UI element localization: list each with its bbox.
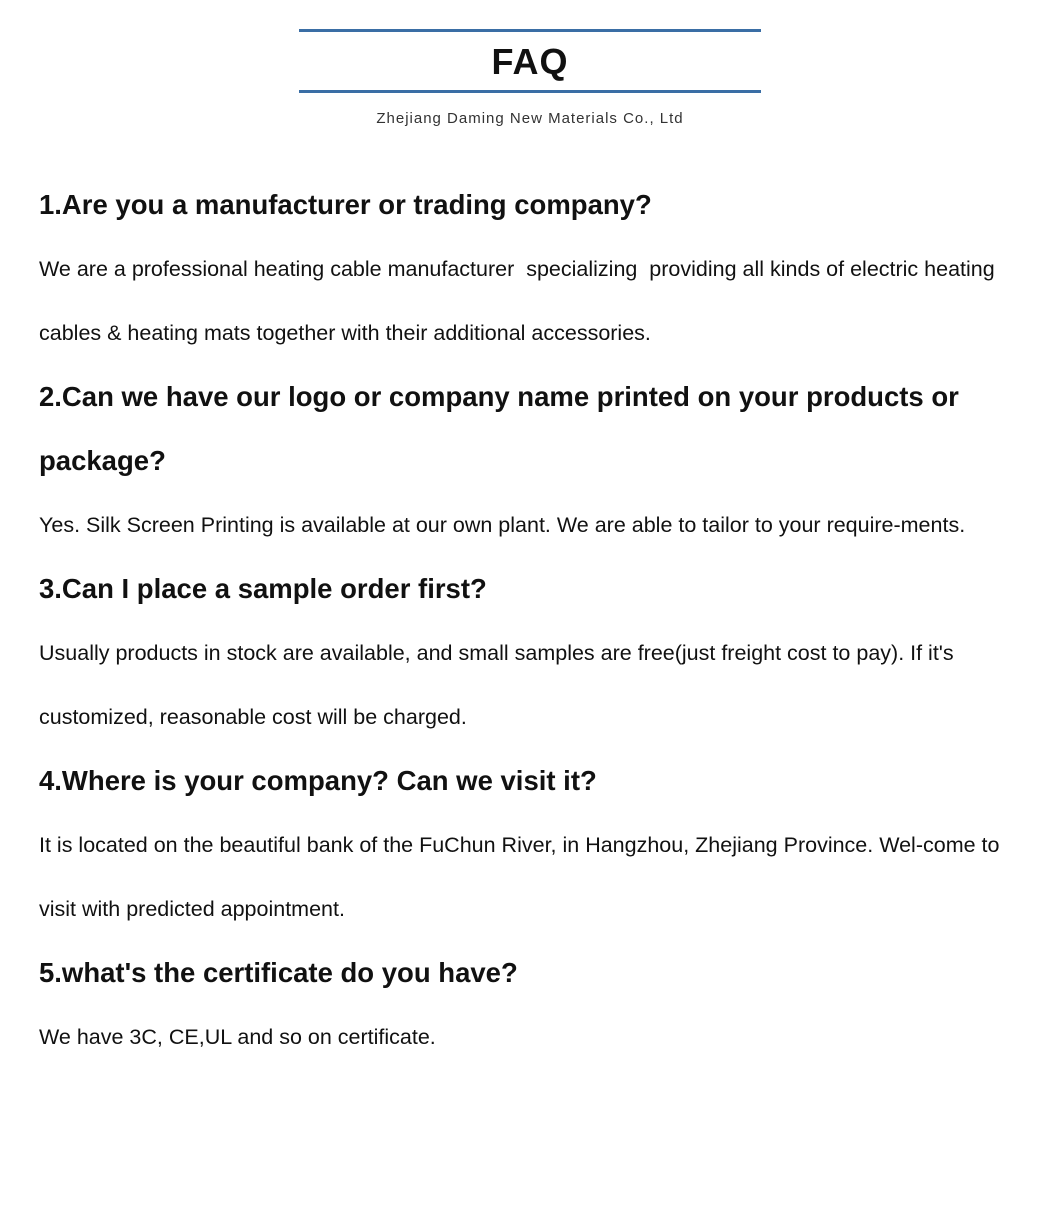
faq-answer: Yes. Silk Screen Printing is available at our own plant. We are able to tailor to your require-ments. <box>39 513 966 537</box>
header-bottom-rule <box>299 90 761 93</box>
header-top-rule <box>299 29 761 32</box>
faq-item <box>39 557 1029 749</box>
faq-answer: It is located on the beautiful bank of the FuChun River, in Hangzhou, Zhejiang Province. Wel-come to visit with predicted appointment. <box>39 833 1006 921</box>
faq-answer: Usually products in stock are available, and small samples are free(just freight cost to pay). If it's customized, reasonable cost will be charged. <box>39 641 960 729</box>
company-name: Zhejiang Daming New Materials Co., Ltd <box>376 110 684 127</box>
faq-question: 1.Are you a manufacturer or trading company? <box>39 189 652 220</box>
faq-item <box>39 173 1029 365</box>
faq-question: 4.Where is your company? Can we visit it? <box>39 765 597 796</box>
faq-list <box>39 173 1029 1069</box>
faq-item <box>39 941 1029 1069</box>
faq-question: 2.Can we have our logo or company name printed on your products or package? <box>39 381 959 476</box>
faq-answer: We have 3C, CE,UL and so on certificate. <box>39 1025 436 1049</box>
faq-question: 3.Can I place a sample order first? <box>39 573 487 604</box>
faq-answer: We are a professional heating cable manufacturer specializing providing all kinds of electric heating cables & heating mats together with their additional accessories. <box>39 257 1001 345</box>
faq-item <box>39 365 1029 557</box>
faq-item <box>39 749 1029 941</box>
faq-question: 5.what's the certificate do you have? <box>39 957 518 988</box>
page-title: FAQ <box>491 41 569 82</box>
